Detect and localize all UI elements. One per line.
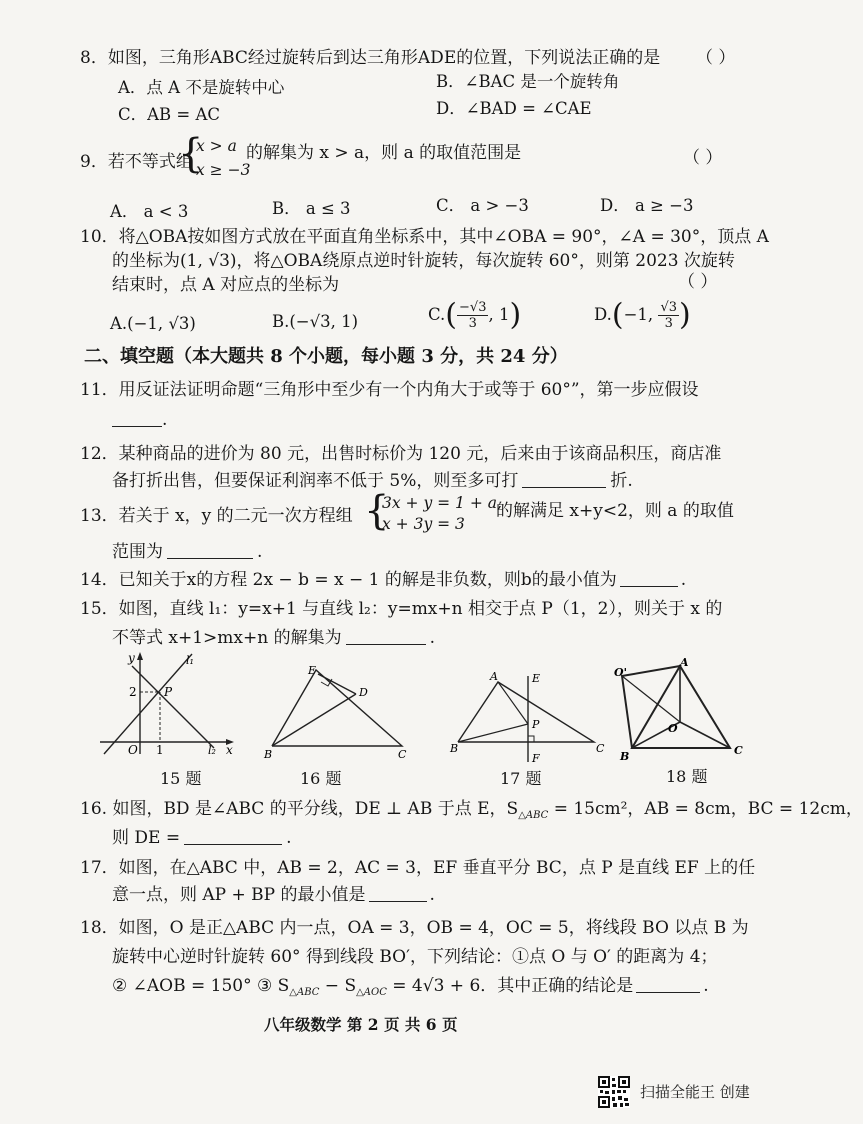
fig18-a: A	[680, 656, 689, 669]
q9-option-d: D． a ≥ −3	[600, 196, 694, 215]
q13-system-line2: x + 3y = 3	[382, 515, 465, 533]
q9-answer-paren: （ ）	[683, 148, 723, 168]
q13-answer-blank[interactable]	[167, 540, 253, 559]
figure-16-triangle	[258, 660, 418, 760]
q8-answer-paren: （ ）	[696, 48, 736, 68]
q12-line2: 备打折出售，但要保证利润率不低于 5%，则至多可打 折.	[112, 471, 633, 491]
q9-option-b: B． a ≤ 3	[272, 199, 351, 218]
q13-prefix: 13．若关于 x，y 的二元一次方程组	[80, 506, 353, 526]
q14-answer-blank[interactable]	[620, 568, 678, 587]
y-axis-arrow-icon	[137, 652, 143, 660]
q16-line2: 则 DE = .	[112, 828, 292, 848]
q9-system-line2: x ≥ −3	[196, 161, 251, 179]
fig15-x-label: x	[226, 743, 233, 757]
q9-suffix: 的解集为 x > a，则 a 的取值范围是	[246, 143, 522, 163]
caption-fig16: 16 题	[300, 769, 342, 788]
line-l2	[132, 666, 214, 748]
q11-line2: .	[112, 408, 167, 432]
figure-15-graph	[96, 650, 238, 756]
q17-answer-blank[interactable]	[369, 883, 427, 902]
q10-option-b: B.(−√3, 1)	[272, 312, 359, 331]
q15-line2: 不等式 x+1>mx+n 的解集为 .	[112, 628, 436, 648]
fig16-b: B	[264, 748, 273, 761]
page-footer: 八年级数学 第 2 页 共 6 页	[264, 1015, 458, 1034]
fig16-c: C	[398, 748, 407, 761]
caption-fig17: 17 题	[500, 769, 542, 788]
fig15-origin: O	[128, 743, 138, 757]
fig17-e: E	[532, 672, 541, 685]
section-fill-in-title: 二、填空题（本大题共 8 个小题，每小题 3 分，共 24 分）	[84, 346, 568, 367]
q13-brace: {	[364, 488, 390, 534]
q16-line1: 16. 如图，BD 是∠ABC 的平分线，DE ⊥ AB 于点 E，$S_{\triangle ABC} = 15cm^2$，AB = 8cm，BC = 12cm，	[80, 799, 863, 821]
q10-line1: 10．将△OBA按如图方式放在平面直角坐标系中，其中∠OBA = 90°，∠A = 30°，顶点 A	[80, 227, 769, 247]
fig16-e: E	[308, 664, 317, 677]
q8-option-b: B．∠BAC 是一个旋转角	[436, 72, 620, 91]
q9-option-c: C． a > −3	[436, 196, 529, 215]
q10-option-a: A.(−1, √3)	[110, 314, 196, 333]
fig17-a: A	[490, 670, 498, 683]
q9-system-line1: x > a	[196, 137, 237, 155]
fig15-y-label: y	[128, 651, 135, 665]
q17-line2: 意一点，则 AP + BP 的最小值是 .	[112, 885, 435, 905]
q13-suffix: 的解满足 x+y<2，则 a 的取值	[496, 501, 734, 521]
q9-prefix: 9．若不等式组	[80, 152, 193, 172]
fig15-point-p: P	[164, 685, 173, 699]
fig15-tick-2: 2	[129, 685, 137, 699]
q17-line1: 17．如图，在△ABC 中，AB = 2，AC = 3，EF 垂直平分 BC，点 P 是直线 EF 上的任	[80, 858, 756, 878]
fig17-c: C	[596, 742, 605, 755]
fig17-b: B	[450, 742, 459, 755]
q13-line2: 范围为 .	[112, 542, 263, 562]
q16-answer-blank[interactable]	[184, 826, 282, 845]
q12-line1: 12．某种商品的进价为 80 元，出售时标价为 120 元，后来由于该商品积压，商店准	[80, 444, 722, 464]
q18-line1: 18．如图，O 是正△ABC 内一点，OA = 3，OB = 4，OC = 5，将线段 BO 以点 B 为	[80, 918, 749, 938]
q10-answer-paren: （ ）	[678, 272, 718, 292]
q13-system-line1: 3x + y = 1 + a,	[382, 494, 502, 512]
q15-line1: 15．如图，直线 l₁：y=x+1 与直线 l₂：y=mx+n 相交于点 P（1，2），则关于 x 的	[80, 599, 723, 619]
fig18-o-prime: O'	[614, 666, 627, 679]
line-l1	[104, 654, 192, 754]
q11-answer-blank[interactable]	[112, 408, 162, 427]
q18-line3: ② ∠AOB = 150° ③ $S_{\triangle ABC} - S_{\triangle AOC} = 4√3 + 6$．其中正确的结论是 .	[112, 976, 709, 998]
q10-line3: 结束时，点 A 对应点的坐标为	[112, 275, 340, 295]
fig18-o: O	[668, 722, 678, 735]
fig15-l2-label: l₂	[208, 744, 216, 757]
figure-18-triangle	[608, 656, 752, 764]
fig15-l1-label: l₁	[186, 654, 194, 667]
fig17-f: F	[532, 752, 540, 765]
q10-option-d: D.(−1, $\frac{√3}{3}$ )	[594, 297, 691, 333]
q10-option-c: C.( $\frac{-√3}{3}$ , 1)	[428, 297, 522, 333]
fig15-tick-1: 1	[156, 743, 164, 757]
q11-line1: 11．用反证法证明命题“三角形中至少有一个内角大于或等于 60°”，第一步应假设	[80, 380, 699, 400]
q8-stem: 8．如图，三角形ABC经过旋转后到达三角形ADE的位置，下列说法正确的是	[80, 48, 661, 68]
fig18-c: C	[734, 744, 743, 757]
figure-17-triangle	[444, 662, 614, 768]
caption-fig15: 15 题	[160, 769, 202, 788]
q18-line2: 旋转中心逆时针旋转 60° 得到线段 BO′，下列结论：①点 O 与 O′ 的距离为 4；	[112, 947, 718, 967]
qr-code-icon	[598, 1076, 630, 1108]
q8-option-a: A．点 A 不是旋转中心	[118, 78, 285, 97]
scanner-watermark-text: 扫描全能王 创建	[640, 1083, 750, 1101]
fig18-b: B	[620, 750, 630, 763]
fig17-p: P	[532, 718, 540, 731]
q10-line2: 的坐标为(1, √3)，将△OBA绕原点逆时针旋转，每次旋转 60°，则第 2023 次旋转	[112, 251, 735, 271]
fig16-d: D	[359, 686, 368, 699]
q9-option-a: A． a < 3	[110, 202, 189, 221]
q12-answer-blank[interactable]	[522, 469, 606, 488]
q15-answer-blank[interactable]	[346, 626, 426, 645]
q14-line1: 14．已知关于x的方程 2x − b = x − 1 的解是非负数，则b的最小值为 .	[80, 570, 687, 590]
q18-answer-blank[interactable]	[636, 974, 700, 993]
q9-brace: {	[178, 131, 204, 177]
caption-fig18: 18 题	[666, 767, 708, 786]
q8-option-c: C．AB = AC	[118, 105, 221, 124]
q8-option-d: D．∠BAD = ∠CAE	[436, 99, 592, 118]
